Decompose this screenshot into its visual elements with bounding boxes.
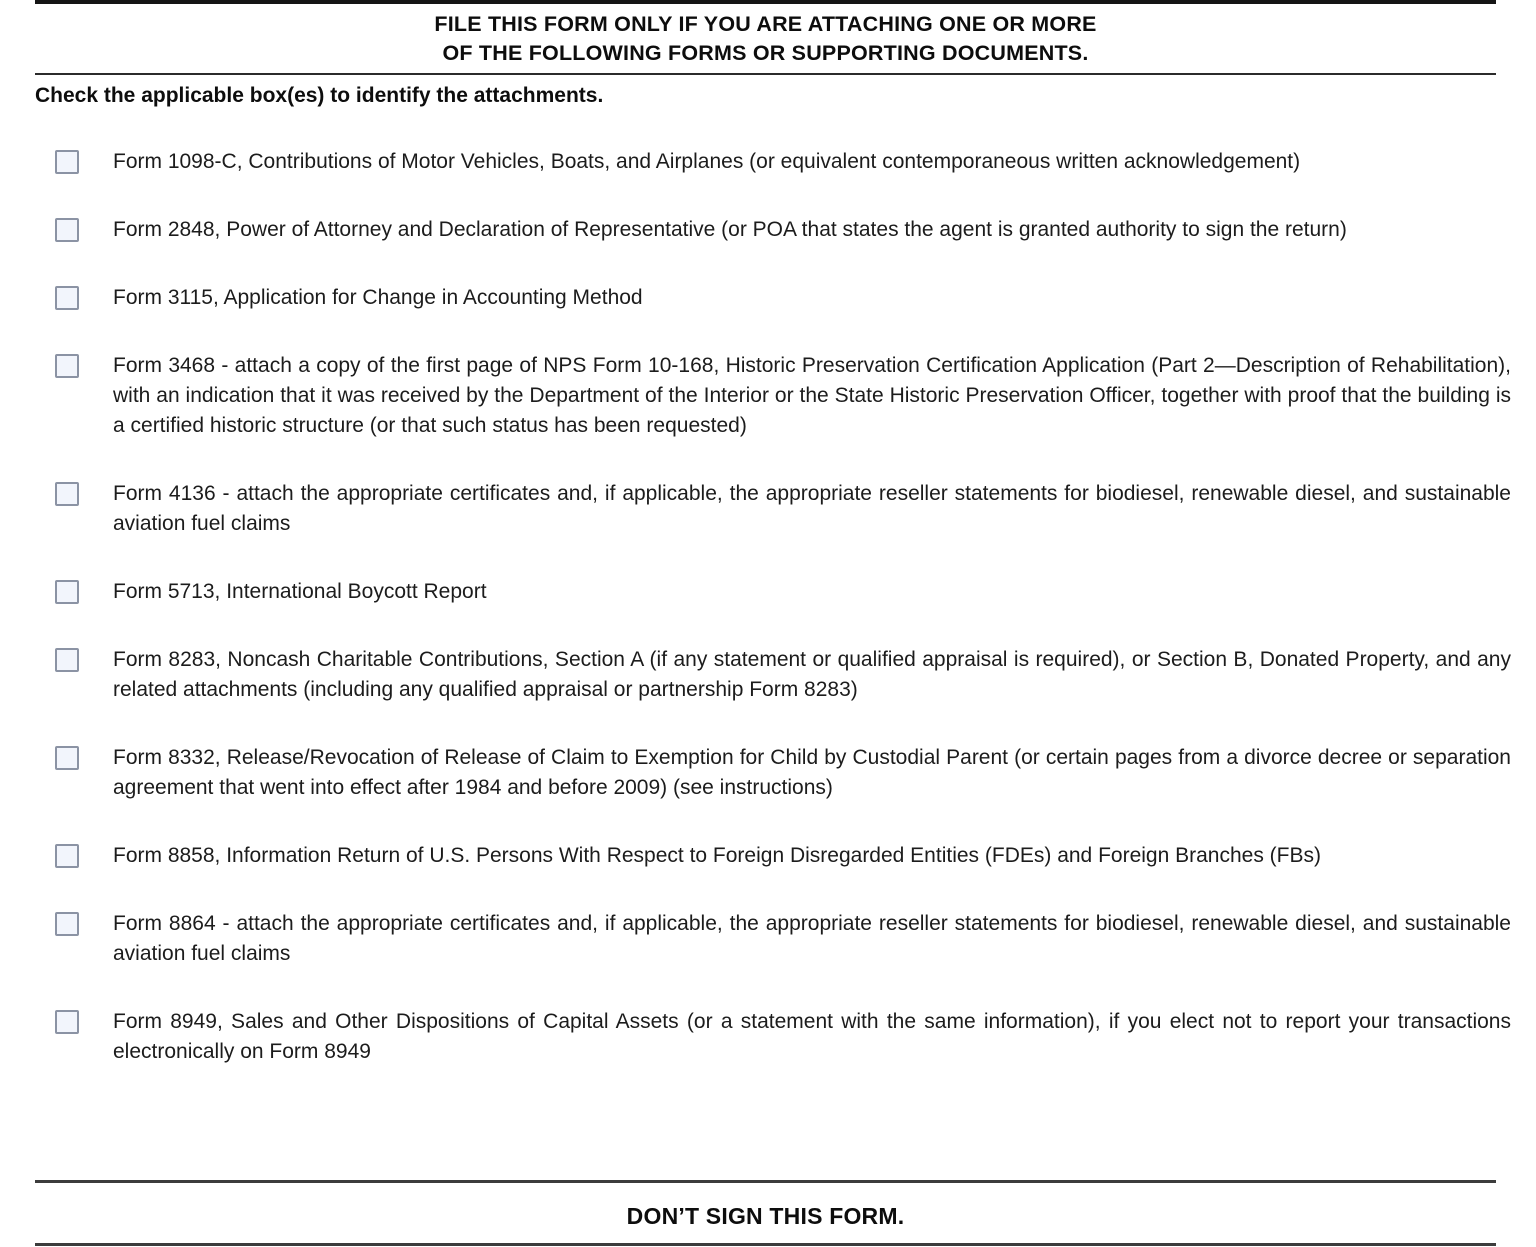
attachment-label: Form 5713, International Boycott Report	[113, 580, 487, 603]
attachment-item	[55, 215, 1511, 245]
header-divider	[35, 73, 1496, 75]
attachment-item	[55, 479, 1511, 539]
attachment-label: Form 3468 - attach a copy of the first page of NPS Form 10-168, Historic Preservation Certification Application (Part 2—Description of Rehabilitation), with an indication that it was received by the Department of the Interior or the State Historic Preservation Officer, together with proof that the building is a certified historic structure (or that such status has been requested)	[113, 354, 1511, 437]
attachment-checkbox[interactable]	[55, 218, 79, 242]
attachment-label: Form 8858, Information Return of U.S. Persons With Respect to Foreign Disregarded Entities (FDEs) and Foreign Branches (FBs)	[113, 844, 1321, 867]
attachment-item	[55, 147, 1511, 177]
bottom-rule	[35, 1243, 1496, 1246]
attachment-label: Form 8949, Sales and Other Dispositions of Capital Assets (or a statement with the same information), if you elect not to report your transactions electronically on Form 8949	[113, 1010, 1511, 1063]
attachment-checkbox[interactable]	[55, 150, 79, 174]
checkbox-instruction: Check the applicable box(es) to identify the attachments.	[35, 84, 604, 107]
attachment-list	[55, 147, 1511, 1067]
attachment-label: Form 2848, Power of Attorney and Declaration of Representative (or POA that states the agent is granted authority to sign the return)	[113, 218, 1347, 241]
attachment-item	[55, 577, 1511, 607]
attachment-item	[55, 351, 1511, 441]
footer-section	[35, 1180, 1496, 1231]
file-notice-line1: FILE THIS FORM ONLY IF YOU ARE ATTACHING ONE OR MORE	[434, 12, 1097, 36]
attachment-item	[55, 743, 1511, 803]
attachment-checkbox[interactable]	[55, 648, 79, 672]
attachment-label: Form 3115, Application for Change in Accounting Method	[113, 286, 643, 309]
dont-sign-warning: DON’T SIGN THIS FORM.	[626, 1203, 905, 1229]
attachment-label: Form 8283, Noncash Charitable Contributions, Section A (if any statement or qualified appraisal is required), or Section B, Donated Property, and any related attachments (including any qualified appraisal or partnership Form 8283)	[113, 648, 1511, 701]
file-notice	[35, 4, 1496, 68]
attachment-checkbox[interactable]	[55, 286, 79, 310]
attachment-label: Form 1098-C, Contributions of Motor Vehicles, Boats, and Airplanes (or equivalent contemporaneous written acknowledgement)	[113, 150, 1301, 173]
attachment-item	[55, 645, 1511, 705]
attachment-checkbox[interactable]	[55, 1010, 79, 1034]
attachment-checkbox[interactable]	[55, 844, 79, 868]
attachment-item	[55, 1007, 1511, 1067]
attachment-checkbox[interactable]	[55, 746, 79, 770]
attachment-checkbox[interactable]	[55, 354, 79, 378]
attachment-label: Form 4136 - attach the appropriate certificates and, if applicable, the appropriate reseller statements for biodiesel, renewable diesel, and sustainable aviation fuel claims	[113, 482, 1511, 535]
attachment-label: Form 8332, Release/Revocation of Release of Claim to Exemption for Child by Custodial Parent (or certain pages from a divorce decree or separation agreement that went into effect after 1984 and before 2009) (see instructions)	[113, 746, 1511, 799]
file-notice-line2: OF THE FOLLOWING FORMS OR SUPPORTING DOCUMENTS.	[442, 41, 1089, 65]
attachment-item	[55, 283, 1511, 313]
attachment-label: Form 8864 - attach the appropriate certificates and, if applicable, the appropriate reseller statements for biodiesel, renewable diesel, and sustainable aviation fuel claims	[113, 912, 1511, 965]
attachment-item	[55, 909, 1511, 969]
attachment-item	[55, 841, 1511, 871]
attachment-checkbox[interactable]	[55, 912, 79, 936]
attachment-checkbox[interactable]	[55, 482, 79, 506]
attachment-checkbox[interactable]	[55, 580, 79, 604]
